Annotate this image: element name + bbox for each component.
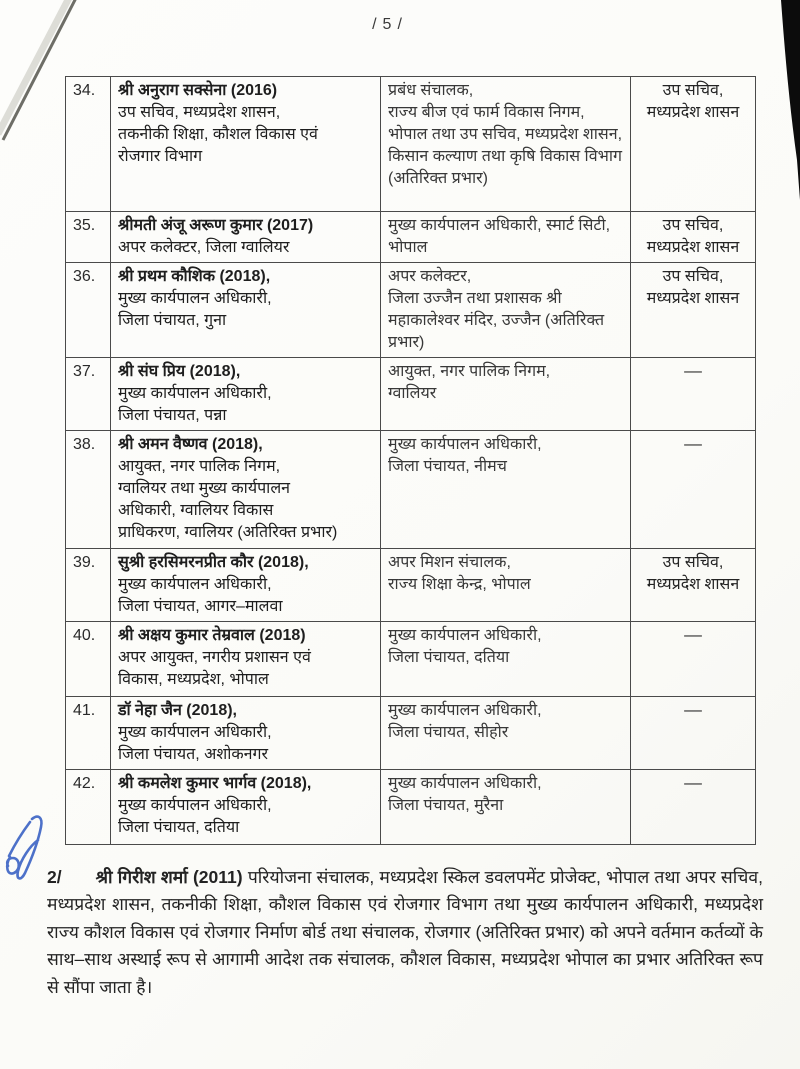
officer-name-cell <box>111 263 381 358</box>
cell-line: जिला पंचायत, पन्ना <box>118 407 227 424</box>
cell-line: प्रबंध संचालक, <box>388 82 474 99</box>
officer-name-cell <box>111 770 381 845</box>
row-serial: 37. <box>66 358 111 431</box>
cell-line: जिला पंचायत, मुरैना <box>388 797 504 814</box>
cell-line: श्री अक्षय कुमार तेम्रवाल (2018) <box>118 627 306 644</box>
cell-line: प्राधिकरण, ग्वालियर (अतिरिक्त प्रभार) <box>118 524 338 541</box>
cell-line: जिला पंचायत, आगर–मालवा <box>118 598 283 615</box>
officers-table <box>65 76 756 845</box>
cell-line: मुख्य कार्यपालन अधिकारी, <box>118 797 272 814</box>
cell-line: अपर आयुक्त, नगरीय प्रशासन एवं <box>118 649 311 666</box>
page-number: /5/ <box>372 16 408 33</box>
cell-line: आयुक्त, नगर पालिक निगम, <box>118 458 281 475</box>
cell-line: सुश्री हरसिमरनप्रीत कौर (2018), <box>118 554 309 571</box>
cell-line: मध्यप्रदेश शासन <box>646 576 740 593</box>
officers-table-body <box>66 77 756 845</box>
officer-name-cell <box>111 77 381 212</box>
officer-name-cell <box>111 431 381 549</box>
cell-line: मुख्य कार्यपालन अधिकारी, स्मार्ट सिटी, भोपाल <box>388 217 611 256</box>
cell-line: –– <box>684 627 702 644</box>
cell-line: –– <box>684 363 702 380</box>
cell-line: अपर कलेक्टर, <box>388 268 472 285</box>
designation-cell <box>631 622 756 697</box>
row-serial: 41. <box>66 697 111 770</box>
cell-line: डॉ नेहा जैन (2018), <box>118 702 238 719</box>
cell-line: मुख्य कार्यपालन अधिकारी, <box>118 385 272 402</box>
cell-line: राज्य बीज एवं फार्म विकास निगम, भोपाल तथा उप सचिव, मध्यप्रदेश शासन, किसान कल्याण तथा कृषि विकास विभाग (अतिरिक्त प्रभार) <box>388 104 623 187</box>
cell-line: श्री संघ प्रिय (2018), <box>118 363 241 380</box>
cell-line: ग्वालियर <box>388 385 437 402</box>
cell-line: श्री प्रथम कौशिक (2018), <box>118 268 271 285</box>
cell-line: रोजगार विभाग <box>118 148 203 165</box>
designation-cell <box>631 697 756 770</box>
new-posting-cell <box>381 770 631 845</box>
designation-cell <box>631 549 756 622</box>
cell-line: जिला पंचायत, दतिया <box>118 819 240 836</box>
designation-cell <box>631 431 756 549</box>
row-serial: 34. <box>66 77 111 212</box>
order-paragraph <box>47 864 763 1002</box>
cell-line: मुख्य कार्यपालन अधिकारी, <box>388 627 542 644</box>
cell-line: श्री अमन वैष्णव (2018), <box>118 436 263 453</box>
cell-line: मध्यप्रदेश शासन <box>646 104 740 121</box>
cell-line: श्रीमती अंजू अरूण कुमार (2017) <box>118 217 314 234</box>
officer-name-cell <box>111 549 381 622</box>
row-serial: 42. <box>66 770 111 845</box>
cell-line: जिला पंचायत, गुना <box>118 312 227 329</box>
cell-line: उप सचिव, मध्यप्रदेश शासन, <box>118 104 281 121</box>
cell-line: श्री कमलेश कुमार भार्गव (2018), <box>118 775 312 792</box>
table-row <box>66 358 756 431</box>
new-posting-cell <box>381 358 631 431</box>
paragraph-number: 2/ <box>47 866 62 887</box>
row-serial: 39. <box>66 549 111 622</box>
cell-line: जिला पंचायत, नीमच <box>388 458 507 475</box>
cell-line: मुख्य कार्यपालन अधिकारी, <box>388 775 542 792</box>
new-posting-cell <box>381 263 631 358</box>
cell-line: मुख्य कार्यपालन अधिकारी, <box>388 702 542 719</box>
new-posting-cell <box>381 431 631 549</box>
paragraph-body: परियोजना संचालक, मध्यप्रदेश स्किल डवलपमेंट प्रोजेक्ट, भोपाल तथा अपर सचिव, मध्यप्रदेश शासन, तकनीकी शिक्षा, कौशल विकास एवं रोजगार विभाग तथा मुख्य कार्यपालन अधिकारी, मध्यप्रदेश राज्य कौशल विकास एवं रोजगार निर्माण बोर्ड तथा संचालक, रोजगार (अतिरिक्त प्रभार) को अपने वर्तमान कर्तव्यों के साथ–साथ अस्थाई रूप से आगामी आदेश तक संचालक, कौशल विकास, मध्यप्रदेश भोपाल का प्रभार अतिरिक्त रूप से सौंपा जाता है। <box>47 866 763 997</box>
cell-line: श्री अनुराग सक्सेना (2016) <box>118 82 278 99</box>
table-row <box>66 549 756 622</box>
cell-line: –– <box>684 436 702 453</box>
cell-line: अपर मिशन संचालक, <box>388 554 511 571</box>
row-serial: 36. <box>66 263 111 358</box>
new-posting-cell <box>381 697 631 770</box>
cell-line: जिला उज्जैन तथा प्रशासक श्री महाकालेश्वर मंदिर, उज्जैन (अतिरिक्त प्रभार) <box>388 290 605 351</box>
cell-line: मुख्य कार्यपालन अधिकारी, <box>118 576 272 593</box>
cell-line: राज्य शिक्षा केन्द्र, भोपाल <box>388 576 531 593</box>
designation-cell <box>631 358 756 431</box>
table-row <box>66 431 756 549</box>
cell-line: –– <box>684 702 702 719</box>
cell-line: विकास, मध्यप्रदेश, भोपाल <box>118 671 269 688</box>
cell-line: मुख्य कार्यपालन अधिकारी, <box>388 436 542 453</box>
cell-line: जिला पंचायत, सीहोर <box>388 724 509 741</box>
cell-line: उप सचिव, <box>662 268 724 285</box>
row-serial: 38. <box>66 431 111 549</box>
table-row <box>66 263 756 358</box>
officer-name-cell <box>111 212 381 263</box>
cell-line: मध्यप्रदेश शासन <box>646 290 740 307</box>
table-row <box>66 77 756 212</box>
designation-cell <box>631 77 756 212</box>
row-serial: 35. <box>66 212 111 263</box>
cell-line: –– <box>684 775 702 792</box>
designation-cell <box>631 770 756 845</box>
row-serial: 40. <box>66 622 111 697</box>
table-row <box>66 212 756 263</box>
cell-line: उप सचिव, <box>662 82 724 99</box>
cell-line: तकनीकी शिक्षा, कौशल विकास एवं <box>118 126 318 143</box>
cell-line: अपर कलेक्टर, जिला ग्वालियर <box>118 239 290 256</box>
cell-line: आयुक्त, नगर पालिक निगम, <box>388 363 551 380</box>
cell-line: उप सचिव, <box>662 554 724 571</box>
new-posting-cell <box>381 622 631 697</box>
designation-cell <box>631 263 756 358</box>
table-row <box>66 770 756 845</box>
new-posting-cell <box>381 549 631 622</box>
designation-cell <box>631 212 756 263</box>
new-posting-cell <box>381 212 631 263</box>
cell-line: उप सचिव, <box>662 217 724 234</box>
table-row <box>66 622 756 697</box>
cell-line: मध्यप्रदेश शासन <box>646 239 740 256</box>
cell-line: जिला पंचायत, अशोकनगर <box>118 746 269 763</box>
officer-name-cell <box>111 697 381 770</box>
cell-line: जिला पंचायत, दतिया <box>388 649 510 666</box>
officer-name-bold: श्री गिरीश शर्मा (2011) <box>95 866 243 887</box>
table-row <box>66 697 756 770</box>
cell-line: मुख्य कार्यपालन अधिकारी, <box>118 724 272 741</box>
cell-line: मुख्य कार्यपालन अधिकारी, <box>118 290 272 307</box>
officer-name-cell <box>111 358 381 431</box>
new-posting-cell <box>381 77 631 212</box>
cell-line: ग्वालियर तथा मुख्य कार्यपालन <box>118 480 291 497</box>
cell-line: अधिकारी, ग्वालियर विकास <box>118 502 274 519</box>
officer-name-cell <box>111 622 381 697</box>
